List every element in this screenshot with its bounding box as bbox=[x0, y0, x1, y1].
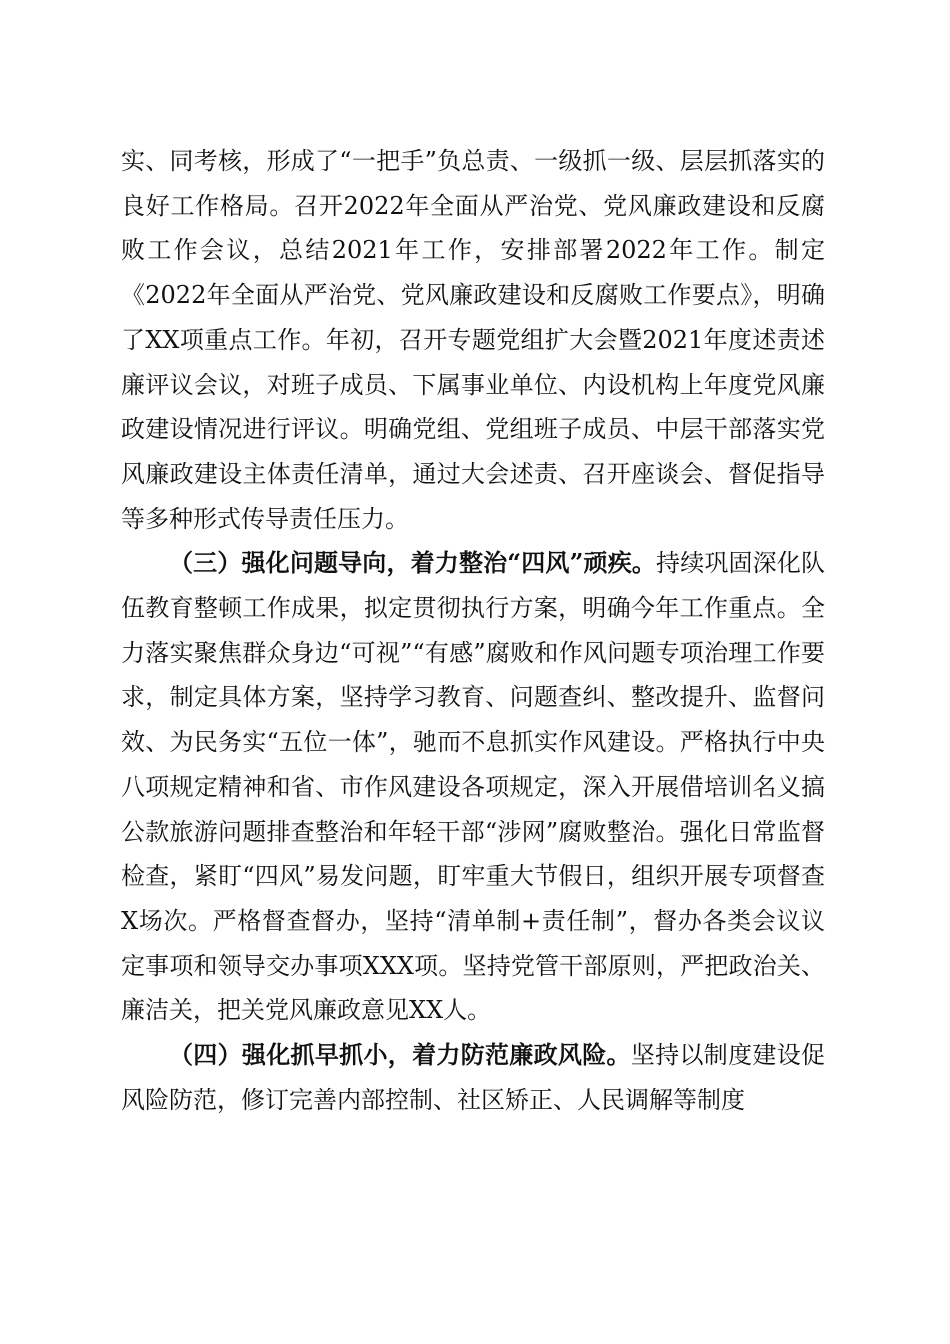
paragraph-text: 坚持以制度建设促风险防范，修订完善内部控制、社区矫正、人民调解等制度 bbox=[121, 1041, 826, 1114]
section-heading: （四）强化抓早抓小，着力防范廉政风险。 bbox=[169, 1040, 631, 1070]
paragraph-text: 实、同考核，形成了“一把手”负总责、一级抓一级、层层抓落实的良好工作格局。召开2022年全面从严治党、党风廉政建设和反腐败工作会议，总结2021年工作，安排部署2022年工作。制定《2022年全面从严治党、党风廉政建设和反腐败工作要点》，明确了XX项重点工作。年初，召开专题党组扩大会暨2021年度述责述廉评议会议，对班子成员、下属事业单位、内设机构上年度党风廉政建设情况进行评议。明确党组、党组班子成员、中层干部落实党风廉政建设主体责任清单，通过大会述责、召开座谈会、督促指导等多种形式传导责任压力。 bbox=[121, 147, 825, 533]
section-heading: （三）强化问题导向，着力整治“四风”顽疾。 bbox=[169, 548, 657, 578]
document-body bbox=[121, 139, 825, 1122]
paragraph-continuation bbox=[121, 139, 825, 541]
paragraph-section-four bbox=[121, 1033, 825, 1122]
paragraph-section-three bbox=[121, 541, 825, 1033]
paragraph-text: 持续巩固深化队伍教育整顿工作成果，拟定贯彻执行方案，明确今年工作重点。全力落实聚焦群众身边“可视”“有感”腐败和作风问题专项治理工作要求，制定具体方案，坚持学习教育、问题查纠、整改提升、监督问效、为民务实“五位一体”，驰而不息抓实作风建设。严格执行中央八项规定精神和省、市作风建设各项规定，深入开展借培训名义搞公款旅游问题排查整治和年轻干部“涉网”腐败整治。强化日常监督检查，紧盯“四风”易发问题，盯牢重大节假日，组织开展专项督查X场次。严格督查督办，坚持“清单制+责任制”，督办各类会议议定事项和领导交办事项XXX项。坚持党管干部原则，严把政治关、廉洁关，把关党风廉政意见XX人。 bbox=[121, 549, 826, 1025]
